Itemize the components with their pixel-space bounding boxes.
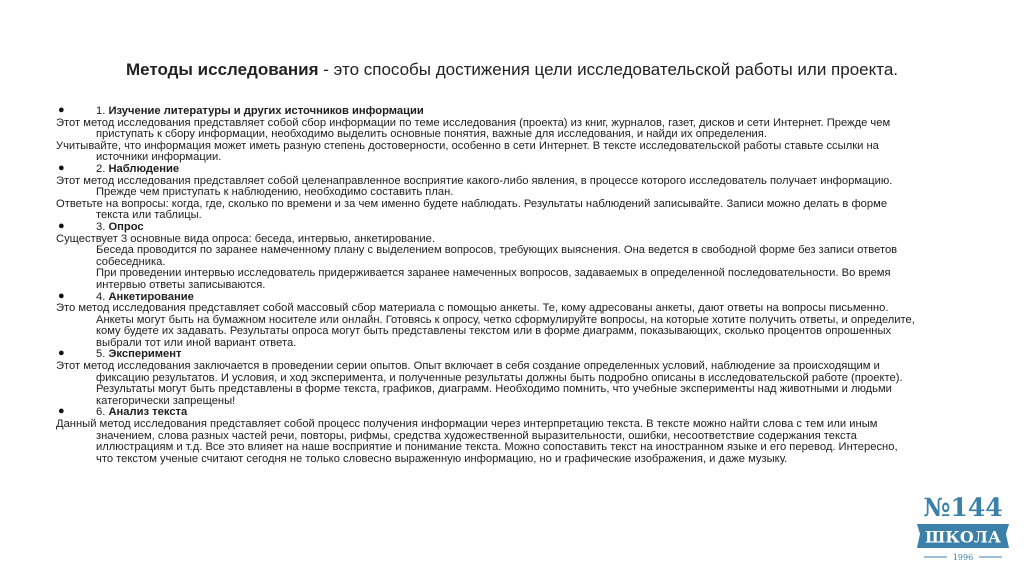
- page-title: [0, 60, 1024, 80]
- logo-school: ШКОЛА: [925, 527, 1001, 547]
- bullet-icon: ●: [58, 347, 65, 360]
- section-title: Анализ текста: [108, 406, 188, 419]
- section-title: Опрос: [108, 220, 144, 233]
- section-title: Эксперимент: [108, 348, 182, 361]
- section-paragraph: Это метод исследования представляет собой массовый сбор материала с помощью анкеты. Те, кому адресованы анкеты, дают ответы на вопросы письменно. Анкеты могут быть на бумажном носителе или онлайн. Готовясь к опросу, четко сформулируйте вопросы, на которые хотите получить ответы, и определите, кому будете их задавать. Результаты опроса могут быть представлены текстом или в форме диаграмм, показывающих, сколько процентов опрошенных выбрали тот или иной вариант ответа.: [56, 302, 915, 349]
- section-number: 2.: [96, 162, 109, 175]
- section-paragraph: Этот метод исследования заключается в проведении серии опытов. Опыт включает в себя создание определенных условий, наблюдение за происходящим и фиксацию результатов. И условия, и ход эксперимента, и полученные результаты должны быть подробно описаны в исследовательской работе (проекте). Результаты могут быть представлены в форме текста, графиков, диаграмм. Необходимо помнить, что учебные эксперименты над животными и людьми категорически запрещены!: [56, 360, 903, 407]
- section-heading: [56, 161, 916, 176]
- section-heading: [56, 289, 916, 304]
- section-number: 1.: [96, 105, 109, 117]
- section-paragraph: Этот метод исследования представляет собой сбор информации по теме исследования (проекта) из книг, журналов, газет, дисков и сети Интернет. Прежде чем приступать к сбору информации, необходимо выделить основные понятия, важные для исследования, и найди их определения.: [56, 116, 891, 141]
- section-heading: [56, 407, 916, 419]
- section-paragraph: Ответьте на вопросы: когда, где, сколько по времени и за чем именно будете наблюдать. Результаты наблюдений записывайте. Записи можно делать в форме текста или таблицы.: [56, 197, 888, 222]
- section-number: 3.: [96, 220, 109, 233]
- logo-year: 1996: [952, 553, 974, 562]
- section-paragraph: При проведении интервью исследователь придерживается заранее намеченных вопросов, задаваемых в определенной последовательности. Во время интервью ответы записываются.: [96, 267, 891, 291]
- school-logo: [914, 486, 1012, 566]
- section-paragraph: Учитывайте, что информация может иметь разную степень достоверности, особенно в сети Интернет. В тексте исследовательской работы ставьте ссылки на источники информации.: [56, 139, 879, 164]
- section-paragraph: Беседа проводится по заранее намеченному плану с выделением вопросов, требующих выяснения. Она ведется в свободной форме без записи ответов собеседника.: [96, 244, 898, 268]
- bullet-icon: ●: [58, 219, 65, 232]
- section-paragraph: Этот метод исследования представляет собой целенаправленное восприятие какого-либо явления, в процессе которого исследователь получает информацию. Прежде чем приступать к наблюдению, необходимо составить план.: [56, 174, 893, 199]
- bullet-icon: ●: [58, 161, 65, 174]
- section-heading: [56, 219, 916, 234]
- title-rest: - это способы достижения цели исследовательской работы или проекта.: [318, 60, 899, 79]
- methods-list: [56, 106, 916, 465]
- bullet-icon: ●: [58, 289, 65, 302]
- bullet-icon: ●: [58, 405, 65, 418]
- section-paragraph: Данный метод исследования представляет собой процесс получения информации через интерпретацию текста. В тексте можно найти слова с тем или иным значением, слова разных частей речи, повторы, рифмы, средства художественной выразительности, ошибки, несоответствие содержания текста иллюстрациям и т.д. Все это влияет на наше восприятие и понимание текста. Можно сопоставить текст на иностранном языке и его перевод. Интересно, что текстом ученые считают сегодня не только словесно выраженную информацию, но и графические изображения, и даже музыку.: [56, 418, 898, 465]
- section-number: 4.: [96, 290, 109, 303]
- section-number: 6.: [96, 406, 109, 419]
- section-title: Наблюдение: [108, 162, 180, 175]
- bullet-icon: ●: [58, 104, 65, 116]
- section-paragraph: Существует 3 основные вида опроса: беседа, интервью, анкетирование.: [56, 232, 435, 245]
- section-title: Анкетирование: [108, 290, 194, 303]
- section-heading: [56, 349, 916, 361]
- section-title: Изучение литературы и других источников информации: [108, 105, 424, 117]
- section-number: 5.: [96, 348, 109, 361]
- section-heading: [56, 106, 916, 118]
- logo-number: №144: [923, 493, 1003, 522]
- title-bold: Методы исследования: [125, 60, 319, 79]
